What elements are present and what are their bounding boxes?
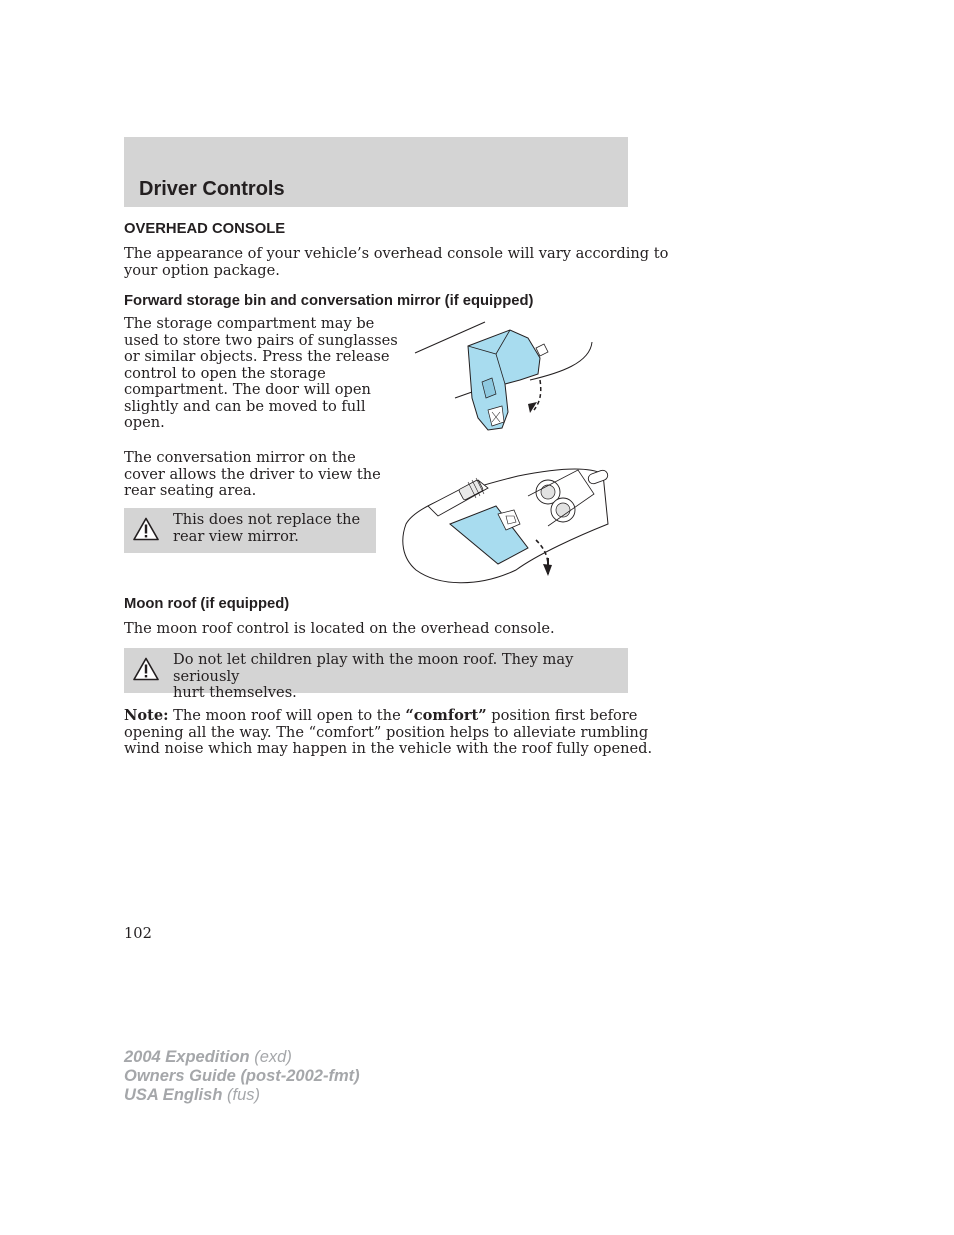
text-line: hurt themselves.: [173, 684, 297, 701]
footer-code: (fus): [222, 1086, 260, 1104]
text-line: wind noise which may happen in the vehicle with the roof fully opened.: [124, 740, 653, 757]
storage-bin-illustration: [410, 318, 610, 438]
footer-line: [124, 1048, 360, 1067]
text-line: [124, 708, 652, 725]
paragraph-mirror: [124, 450, 381, 500]
footer-language: USA English: [124, 1086, 223, 1104]
paragraph-note: [124, 708, 652, 758]
note-text: The moon roof will open to the: [168, 707, 406, 724]
text-line: or similar objects. Press the release: [124, 348, 390, 365]
heading-storage-bin: Forward storage bin and conversation mirror (if equipped): [124, 293, 534, 309]
text-line: Do not let children play with the moon roof. They may seriously: [173, 651, 574, 685]
text-line: your option package.: [124, 261, 280, 279]
text-line: cover allows the driver to view the: [124, 465, 381, 483]
warning-box-mirror: [124, 508, 376, 553]
footer-code: (exd): [249, 1048, 292, 1066]
text-line: open.: [124, 414, 165, 431]
page-title: Driver Controls: [139, 178, 285, 200]
text-line: The conversation mirror on the: [124, 449, 356, 466]
overhead-console-illustration: [398, 466, 613, 588]
warning-triangle-icon: [133, 517, 159, 541]
note-label: Note:: [124, 707, 169, 724]
text-line: control to open the storage: [124, 364, 326, 382]
footer-line: [124, 1067, 360, 1086]
heading-moon-roof: Moon roof (if equipped): [124, 596, 290, 612]
paragraph-overhead-intro: [124, 246, 668, 279]
page-number: 102: [124, 925, 152, 942]
text-line: rear seating area.: [124, 482, 257, 499]
text-line: slightly and can be moved to full: [124, 397, 366, 415]
document-footer: [124, 1048, 360, 1105]
text-line: The appearance of your vehicle’s overhead console will vary according to: [124, 245, 669, 262]
section-header-band: [124, 137, 628, 207]
footer-model: 2004 Expedition: [124, 1048, 250, 1066]
warning-text: [173, 652, 628, 702]
paragraph-moon-roof-intro: The moon roof control is located on the overhead console.: [124, 620, 555, 637]
warning-triangle-icon: [133, 657, 159, 681]
paragraph-storage: [124, 316, 398, 432]
note-text: position first before: [486, 707, 638, 724]
text-line: This does not replace the: [173, 511, 361, 528]
note-emphasis: “comfort”: [405, 707, 487, 724]
footer-guide: Owners Guide (post-2002-fmt): [124, 1067, 360, 1085]
text-line: opening all the way. The “comfort” position helps to alleviate rumbling: [124, 723, 649, 741]
text-line: The storage compartment may be: [124, 315, 375, 332]
text-line: used to store two pairs of sunglasses: [124, 331, 398, 349]
text-line: compartment. The door will open: [124, 381, 371, 398]
warning-text: [173, 512, 360, 545]
text-line: rear view mirror.: [173, 527, 299, 545]
footer-line: [124, 1086, 360, 1105]
heading-overhead-console: OVERHEAD CONSOLE: [124, 221, 286, 237]
warning-box-moon-roof: [124, 648, 628, 701]
